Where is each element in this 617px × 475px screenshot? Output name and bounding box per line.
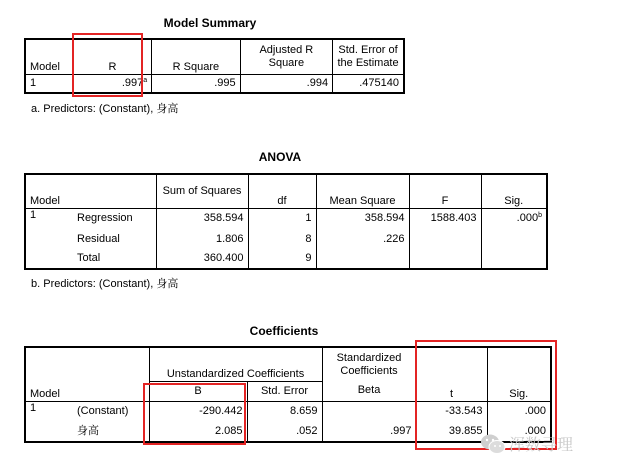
anova-header-ms: Mean Square <box>316 174 409 208</box>
anova-row-label: Residual <box>77 232 120 245</box>
model-summary-table <box>24 38 405 94</box>
anova-cell-sig <box>481 229 547 249</box>
coef-cell-sig: .000 <box>487 421 551 442</box>
anova-cell-df: 1 <box>248 208 316 229</box>
coef-cell-b: -290.442 <box>149 401 247 421</box>
coef-header-std: Standardized Coefficients <box>322 347 416 381</box>
table-row <box>25 208 547 229</box>
coefficients-table <box>24 346 552 443</box>
anova-header-f: F <box>409 174 481 208</box>
table-row <box>25 421 551 442</box>
anova-table <box>24 173 548 270</box>
anova-cell-sig: .000$^b$ <box>481 208 547 229</box>
model-summary-title: Model Summary <box>163 16 257 30</box>
anova-cell-f <box>409 249 481 269</box>
ms-header-adj-r-square: Adjusted R Square <box>240 39 332 74</box>
coef-header-beta: Beta <box>322 381 416 401</box>
anova-cell-model: 1 <box>30 208 37 221</box>
coef-cell-b: 2.085 <box>149 421 247 442</box>
anova-header-model: Model <box>25 174 156 208</box>
anova-cell-ss: 358.594 <box>156 208 248 229</box>
ms-cell-r-square: .995 <box>152 74 240 93</box>
anova-cell-ms: .226 <box>316 229 409 249</box>
table-row <box>25 401 551 421</box>
anova-title: ANOVA <box>258 150 302 164</box>
coef-cell-sig: .000 <box>487 401 551 421</box>
anova-row-label: Regression <box>77 212 133 225</box>
coef-header-sig: Sig. <box>487 347 551 401</box>
wechat-icon <box>480 433 506 455</box>
coef-header-unstd: Unstandardized Coefficients <box>149 347 322 381</box>
anova-cell-f <box>409 229 481 249</box>
coef-row-label: 身高 <box>77 424 99 437</box>
ms-header-model: Model <box>25 39 73 74</box>
coef-cell-beta: .997 <box>322 421 416 442</box>
table-row <box>25 249 547 269</box>
coef-cell-t: -33.543 <box>416 401 487 421</box>
anova-footnote: b. Predictors: (Constant), 身高 <box>31 278 179 290</box>
ms-cell-std-error: .475140 <box>333 74 404 93</box>
ms-header-std-error: Std. Error of the Estimate <box>333 39 404 74</box>
coef-header-std-error: Std. Error <box>247 381 322 401</box>
coef-row-label: (Constant) <box>77 404 129 417</box>
coef-cell-std-error: .052 <box>247 421 322 442</box>
anova-cell-f: 1588.403 <box>409 208 481 229</box>
coef-cell-t: 39.855 <box>416 421 487 442</box>
coefficients-title: Coefficients <box>249 324 319 338</box>
coef-cell-beta <box>322 401 416 421</box>
anova-header-df: df <box>248 174 316 208</box>
ms-header-r: R <box>73 39 151 74</box>
ms-cell-model: 1 <box>30 76 37 89</box>
anova-row-label: Total <box>77 252 101 264</box>
ms-cell-adj-r-square: .994 <box>240 74 332 93</box>
anova-cell-ss: 1.806 <box>156 229 248 249</box>
anova-cell-ms <box>316 249 409 269</box>
watermark-text: 浑数寻理 <box>509 437 574 454</box>
ms-footnote: a. Predictors: (Constant), 身高 <box>31 103 179 115</box>
ms-header-r-square: R Square <box>152 39 240 74</box>
anova-header-sig: Sig. <box>481 174 547 208</box>
anova-cell-sig <box>481 249 547 269</box>
coef-cell-model: 1 <box>30 401 37 414</box>
anova-cell-ms: 358.594 <box>316 208 409 229</box>
anova-cell-ss: 360.400 <box>156 249 248 269</box>
anova-cell-df: 9 <box>248 249 316 269</box>
anova-cell-df: 8 <box>248 229 316 249</box>
coef-header-b: B <box>149 381 247 401</box>
coef-header-model: Model <box>25 347 149 401</box>
table-row <box>25 74 404 93</box>
coef-cell-std-error: 8.659 <box>247 401 322 421</box>
anova-header-ss: Sum of Squares <box>156 174 248 208</box>
table-row <box>25 229 547 249</box>
ms-cell-r: .997$^a$ <box>73 74 151 93</box>
coef-header-t: t <box>416 347 487 401</box>
watermark <box>480 432 573 455</box>
